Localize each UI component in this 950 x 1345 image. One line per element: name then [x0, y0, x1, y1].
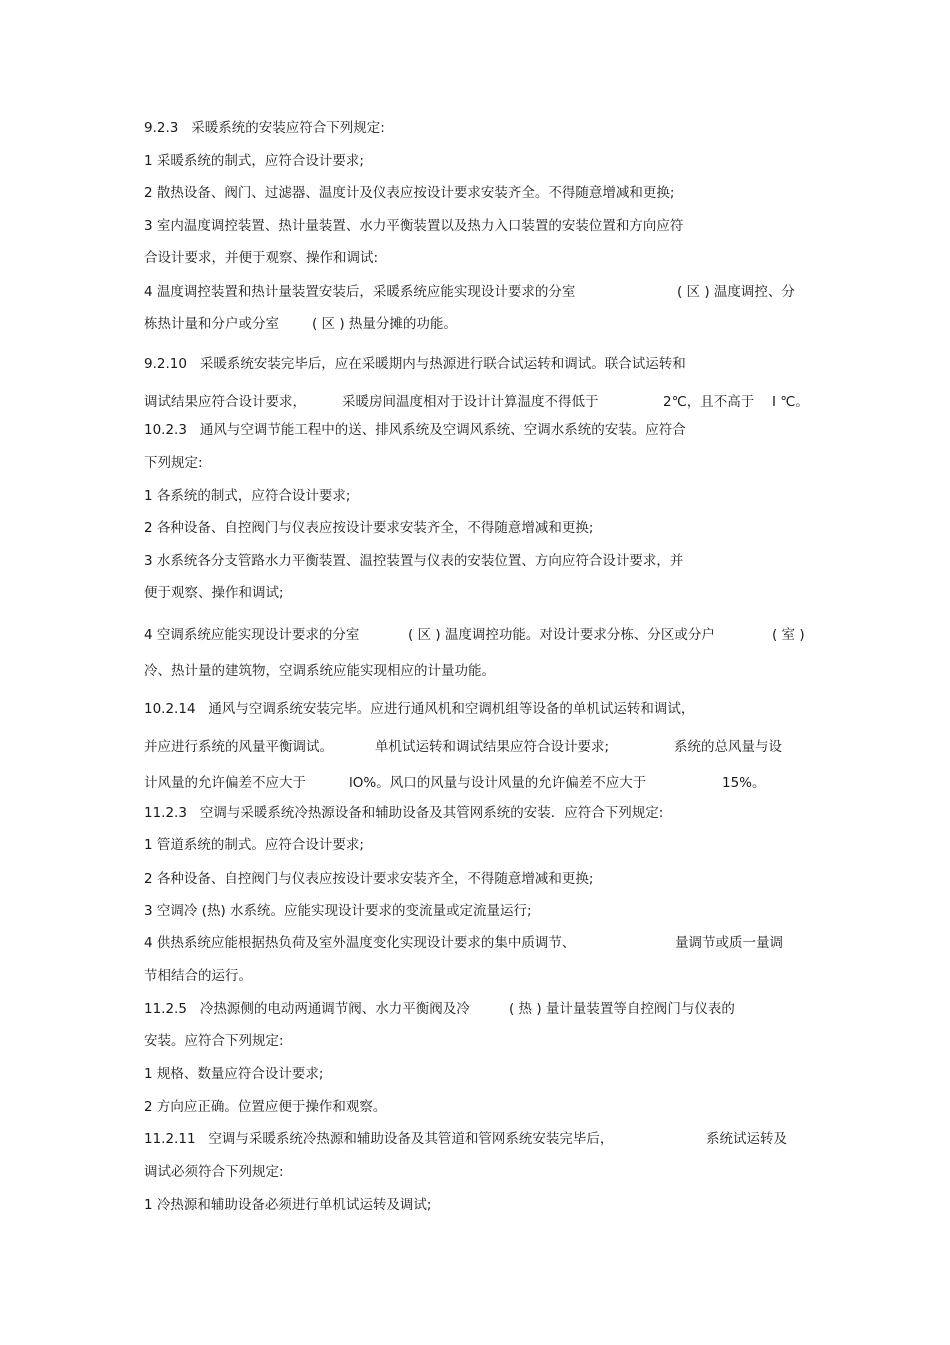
- text-segment: ( 区 ) 温度调控功能。对设计要求分栋、分区或分户: [408, 627, 715, 643]
- text-segment: 系统试运转及: [706, 1131, 787, 1147]
- clause-11-2-3-heading: [144, 803, 664, 823]
- text-line: 10.2.14 通风与空调系统安装完毕。应进行通风机和空调机组等设备的单机试运转和调试，: [144, 701, 695, 717]
- clause-item: [144, 933, 783, 953]
- text-line: 3 水系统各分支管路水力平衡装置、温控装置与仪表的安装位置、方向应符合设计要求，并: [144, 553, 684, 569]
- clause-item: [144, 216, 684, 236]
- clause-item-continued: [144, 583, 284, 603]
- text-line: 调试必须符合下列规定:: [144, 1164, 284, 1180]
- text-line: 2 散热设备、阀门、过滤器、温度计及仪表应按设计要求安装齐全。不得随意增减和更换;: [144, 185, 675, 201]
- text-segment: 11.2.11 空调与采暖系统冷热源和辅助设备及其管道和管网系统安装完毕后，: [144, 1131, 614, 1147]
- clause-10-2-14-heading: [144, 699, 695, 719]
- clause-item-continued: [144, 1031, 284, 1051]
- clause-9-2-10-heading: [144, 354, 686, 374]
- text-segment: 栋热计量和分户或分室: [144, 316, 279, 332]
- text-line: 便于观察、操作和调试;: [144, 585, 284, 601]
- clause-item-continued: [144, 248, 379, 268]
- clause-11-2-11-heading: [144, 1129, 787, 1149]
- clause-item-continued: [144, 737, 782, 757]
- text-line: 1 规格、数量应符合设计要求;: [144, 1066, 324, 1082]
- text-line: 2 方向应正确。位置应便于操作和观察。: [144, 1099, 387, 1115]
- text-line: 9.2.10 采暖系统安装完毕后，应在采暖期内与热源进行联合试运转和调试。联合试运转和: [144, 356, 686, 372]
- text-line: 合设计要求，并便于观察、操作和调试:: [144, 250, 379, 266]
- text-line: 9.2.3 采暖系统的安装应符合下列规定:: [144, 120, 385, 136]
- clause-item: [144, 551, 684, 571]
- text-segment: 15%。: [722, 775, 766, 791]
- clause-10-2-3-heading: [144, 420, 686, 440]
- clause-item: [144, 1097, 387, 1117]
- clause-item: [144, 835, 364, 855]
- text-segment: 并应进行系统的风量平衡调试。: [144, 739, 333, 755]
- text-segment: 量调节或质一量调: [675, 935, 783, 951]
- text-segment: lO%。风口的风量与设计风量的允许偏差不应大于: [349, 775, 647, 791]
- text-line: 下列规定:: [144, 455, 203, 471]
- text-segment: 2℃，且不高于: [663, 394, 755, 410]
- text-segment: ( 区 ) 热量分摊的功能。: [312, 316, 457, 332]
- text-segment: 计风量的允许偏差不应大于: [144, 775, 306, 791]
- clause-item-continued: [144, 661, 495, 681]
- text-segment: 11.2.5 冷热源侧的电动两通调节阀、水力平衡阀及冷: [144, 1001, 470, 1017]
- text-line: 3 室内温度调控装置、热计量装置、水力平衡装置以及热力入口装置的安装位置和方向应符: [144, 218, 684, 234]
- clause-item: [144, 901, 532, 921]
- text-line: 2 各种设备、自控阀门与仪表应按设计要求安装齐全，不得随意增减和更换;: [144, 520, 594, 536]
- text-segment: I ℃。: [772, 394, 809, 410]
- clause-item-continued: [144, 392, 809, 412]
- clause-item: [144, 869, 594, 889]
- clause-11-2-5-heading: [144, 999, 735, 1019]
- text-line: 1 采暖系统的制式，应符合设计要求;: [144, 153, 364, 169]
- text-segment: 系统的总风量与设: [674, 739, 782, 755]
- clause-item: [144, 486, 351, 506]
- text-segment: ( 区 ) 温度调控、分: [677, 284, 795, 300]
- clause-item: [144, 518, 594, 538]
- clause-item: [144, 183, 675, 203]
- clause-9-2-3-heading: [144, 118, 385, 138]
- text-segment: 4 供热系统应能根据热负荷及室外温度变化实现设计要求的集中质调节、: [144, 935, 576, 951]
- text-segment: 调试结果应符合设计要求，: [144, 394, 306, 410]
- text-line: 冷、热计量的建筑物，空调系统应能实现相应的计量功能。: [144, 663, 495, 679]
- text-line: 10.2.3 通风与空调节能工程中的送、排风系统及空调风系统、空调水系统的安装。应符合: [144, 422, 686, 438]
- text-line: 2 各种设备、自控阀门与仪表应按设计要求安装齐全，不得随意增减和更换;: [144, 871, 594, 887]
- text-segment: ( 室 ): [772, 627, 805, 643]
- text-segment: 单机试运转和调试结果应符合设计要求;: [375, 739, 610, 755]
- clause-item-continued: [144, 966, 252, 986]
- clause-item-continued: [144, 1162, 284, 1182]
- clause-item-continued: [144, 314, 457, 334]
- clause-item-continued: [144, 453, 203, 473]
- text-segment: 4 空调系统应能实现设计要求的分室: [144, 627, 360, 643]
- clause-item: [144, 1195, 432, 1215]
- text-line: 安装。应符合下列规定:: [144, 1033, 284, 1049]
- clause-item: [144, 282, 795, 302]
- clause-item: [144, 1064, 324, 1084]
- text-line: 11.2.3 空调与采暖系统冷热源设备和辅助设备及其管网系统的安装．应符合下列规定:: [144, 805, 664, 821]
- text-line: 1 各系统的制式，应符合设计要求;: [144, 488, 351, 504]
- clause-item: [144, 151, 364, 171]
- clause-item-continued: [144, 773, 766, 793]
- text-line: 1 管道系统的制式。应符合设计要求;: [144, 837, 364, 853]
- text-segment: 4 温度调控装置和热计量装置安装后，采暖系统应能实现设计要求的分室: [144, 284, 576, 300]
- text-line: 3 空调冷 (热) 水系统。应能实现设计要求的变流量或定流量运行;: [144, 903, 532, 919]
- text-line: 节相结合的运行。: [144, 968, 252, 984]
- text-line: 1 冷热源和辅助设备必须进行单机试运转及调试;: [144, 1197, 432, 1213]
- text-segment: 采暖房间温度相对于设计计算温度不得低于: [342, 394, 599, 410]
- clause-item: [144, 625, 805, 645]
- text-segment: ( 热 ) 量计量装置等自控阀门与仪表的: [509, 1001, 735, 1017]
